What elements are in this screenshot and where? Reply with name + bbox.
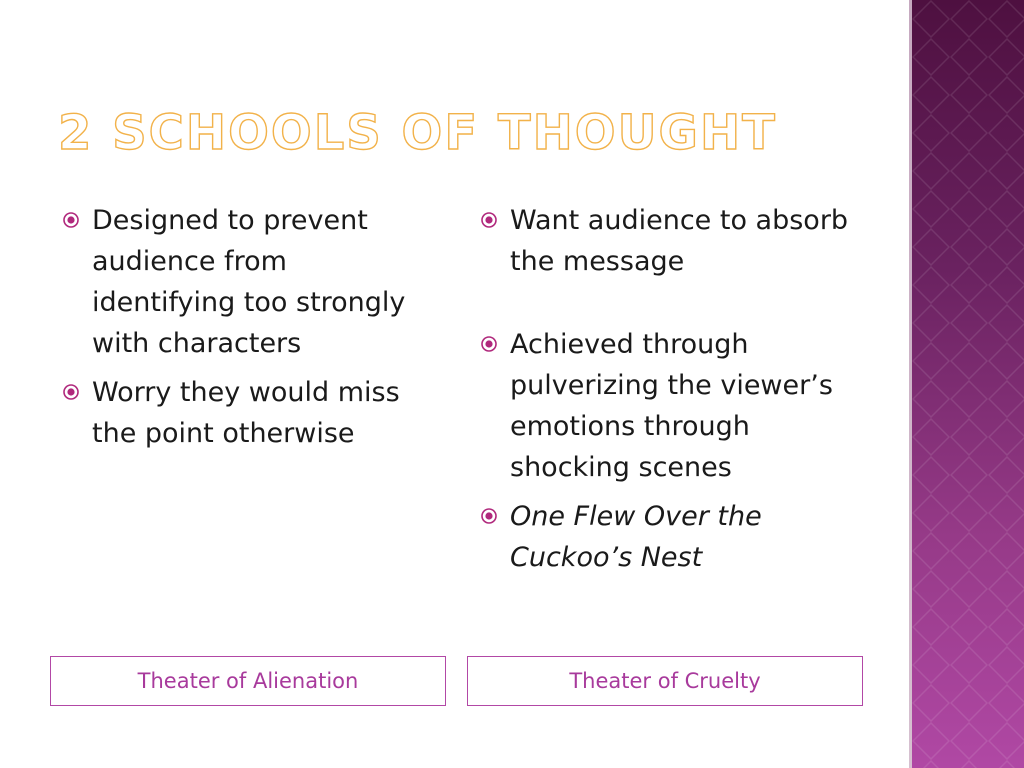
- column-label-left: Theater of Alienation: [50, 656, 446, 706]
- left-column: [62, 200, 422, 462]
- bullet-item: [62, 200, 422, 364]
- circle-dot-icon: [62, 383, 80, 401]
- column-label-right: Theater of Cruelty: [467, 656, 863, 706]
- bullet-text: Designed to prevent audience from identifying too strongly with characters: [92, 205, 406, 359]
- slide-title: 2 SCHOOLS OF THOUGHT: [58, 105, 777, 161]
- circle-dot-icon: [62, 211, 80, 229]
- bullet-text: Worry they would miss the point otherwise: [92, 377, 400, 449]
- bullet-item: [480, 324, 860, 488]
- bullet-text: Want audience to absorb the message: [510, 205, 849, 277]
- bullet-text: One Flew Over the Cuckoo’s Nest: [510, 501, 762, 573]
- bullet-item: [62, 372, 422, 454]
- circle-dot-icon: [480, 507, 498, 525]
- bullet-item: [480, 200, 860, 282]
- diamond-pattern: [912, 0, 1024, 768]
- right-column: [480, 200, 860, 586]
- circle-dot-icon: [480, 211, 498, 229]
- bullet-item: [480, 496, 860, 578]
- bullet-text: Achieved through pulverizing the viewer’s emotions through shocking scenes: [510, 329, 833, 483]
- circle-dot-icon: [480, 335, 498, 353]
- side-decorative-band: [912, 0, 1024, 768]
